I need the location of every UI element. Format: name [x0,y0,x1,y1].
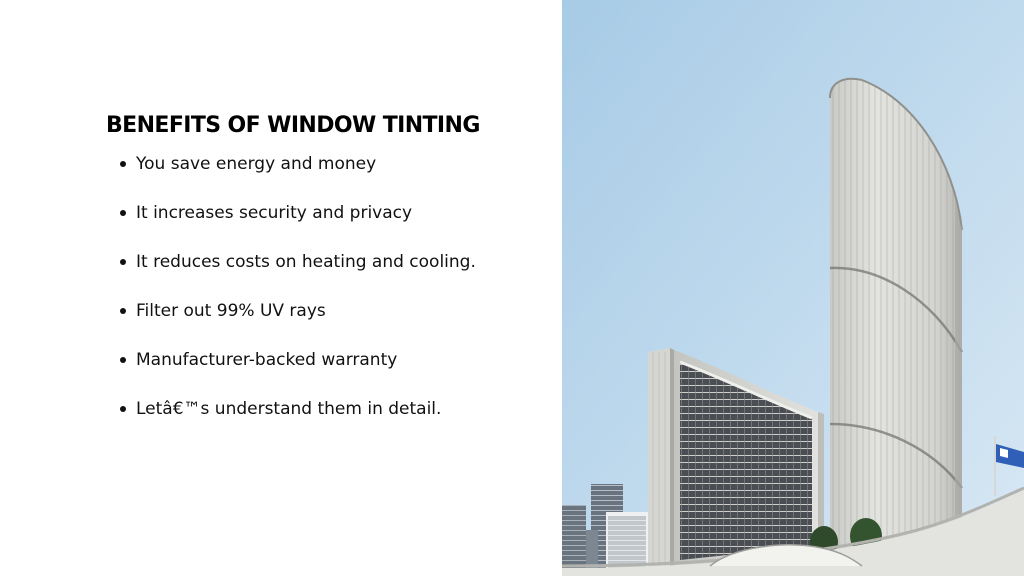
bullet-dot-icon [120,308,126,314]
bullet-text: You save energy and money [136,154,377,174]
bullet-text: It increases security and privacy [136,203,413,223]
bullet-dot-icon [120,357,126,363]
bullet-text: Filter out 99% UV rays [136,301,326,321]
slide-title: BENEFITS OF WINDOW TINTING [106,113,480,138]
bullet-item [118,151,476,200]
city-hall-illustration [562,0,1024,576]
bullet-dot-icon [120,161,126,167]
bullet-dot-icon [120,210,126,216]
bullet-dot-icon [120,406,126,412]
bullet-item [118,249,476,298]
bullet-item [118,396,476,445]
building-photo [562,0,1024,576]
bullet-list [118,151,476,445]
bullet-dot-icon [120,259,126,265]
bullet-item [118,298,476,347]
bullet-text: It reduces costs on heating and cooling. [136,252,476,272]
bullet-text: Manufacturer-backed warranty [136,350,398,370]
bullet-text: Letâ€™s understand them in detail. [136,399,442,419]
bullet-item [118,347,476,396]
bullet-item [118,200,476,249]
